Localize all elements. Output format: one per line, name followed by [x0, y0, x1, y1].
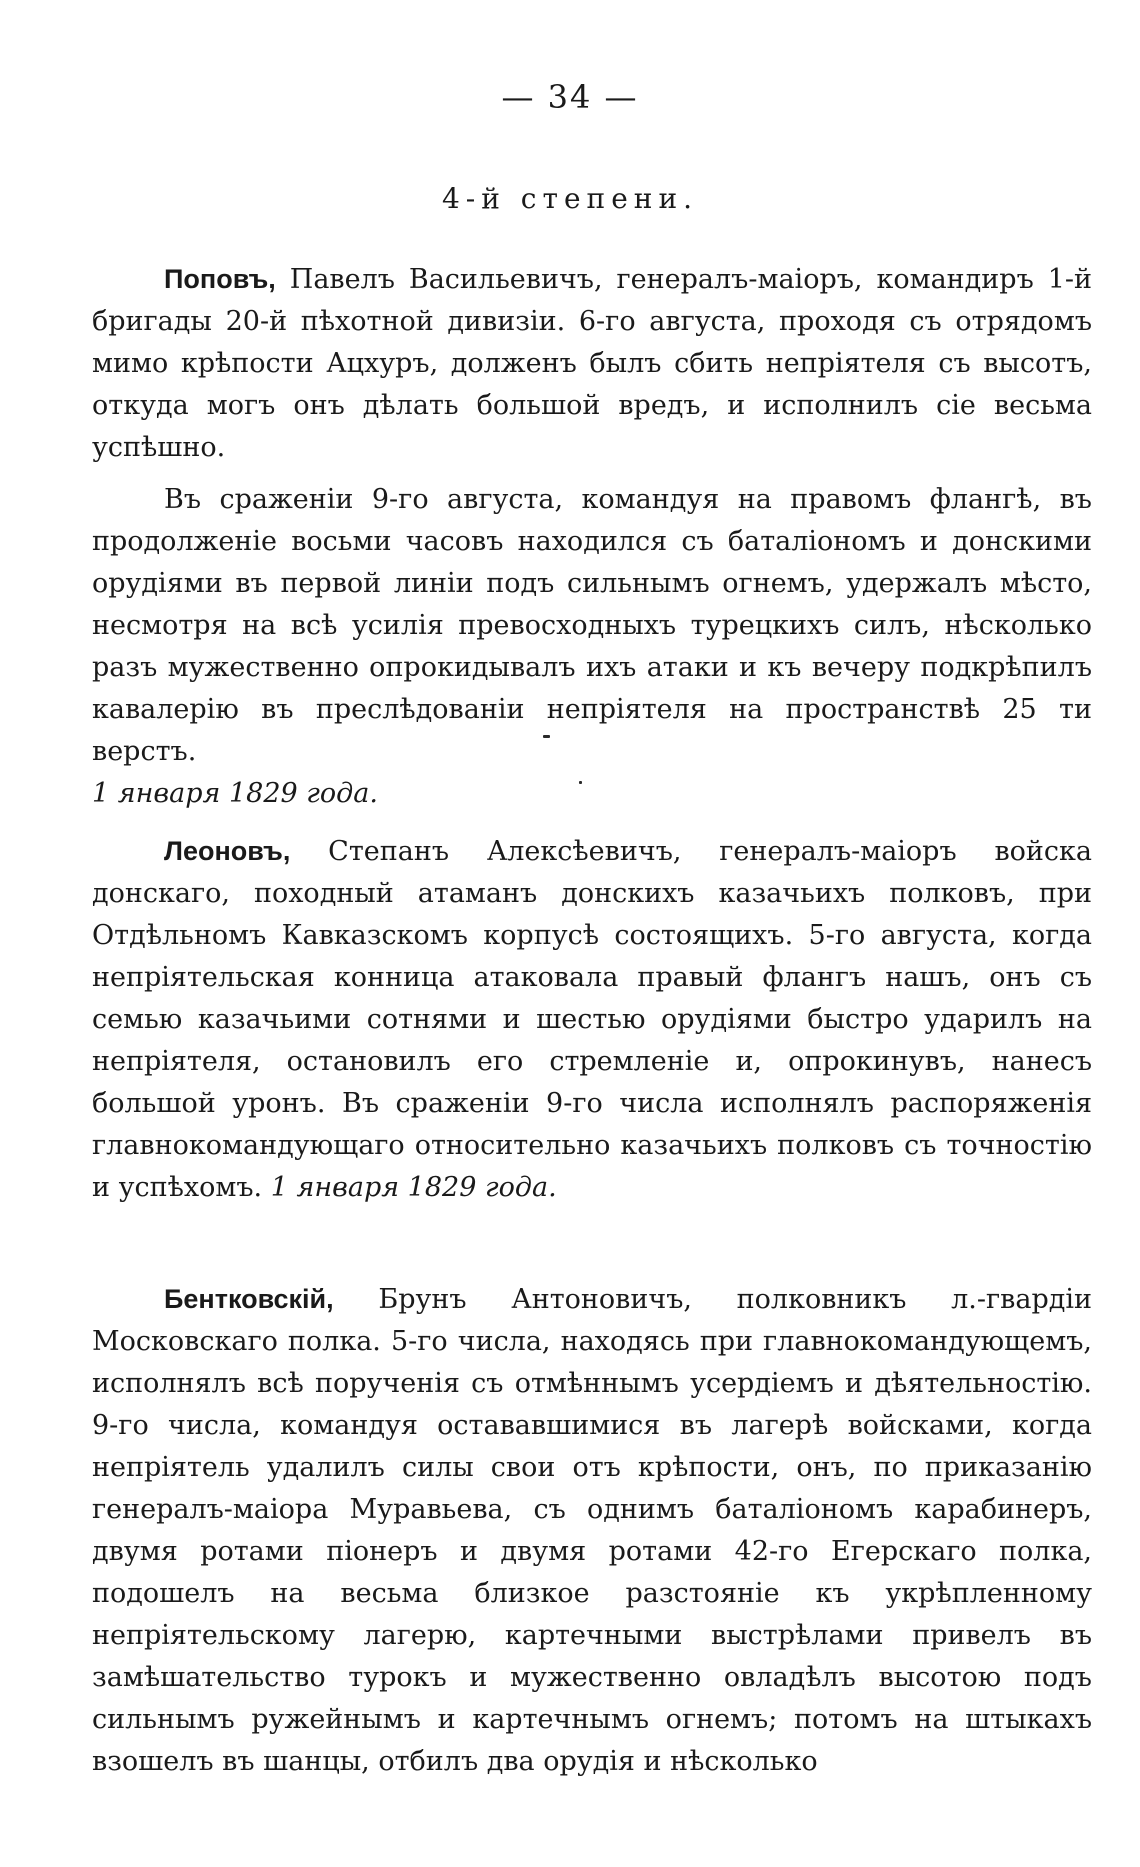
entry-date: 1 января 1829 года. — [92, 778, 378, 809]
entry-paragraph — [92, 830, 1092, 1209]
entry-text: Павелъ Васильевичъ, генералъ-маіоръ, командиръ 1-й бригады 20-й пѣхотной дивизіи. 6-го августа, проходя съ отрядомъ мимо крѣпости Ацхуръ, долженъ былъ сбить непріятеля съ высотъ, откуда могъ онъ дѣлать большой вредъ, и исполнилъ сіе весьма успѣшно. — [92, 264, 1092, 463]
section-heading: 4-й степени. — [441, 182, 699, 215]
entry-popov — [92, 258, 1092, 815]
entry-text: Въ сраженіи 9-го августа, командуя на правомъ флангѣ, въ продолженіе восьми часовъ находился съ баталіономъ и донскими орудіями въ первой линіи подъ сильнымъ огнемъ, удержалъ мѣсто, несмотря на всѣ усилія превосходныхъ турецкихъ силъ, нѣсколько разъ мужественно опрокидывалъ ихъ атаки и къ вечеру подкрѣпилъ кавалерію въ преслѣдованіи непріятеля на пространствѣ 25 ти верстъ. — [92, 484, 1092, 767]
entry-text: Степанъ Алексѣевичъ, генералъ-маіоръ войска донскаго, походный атаманъ донскихъ казачьихъ полковъ, при Отдѣльномъ Кавказскомъ корпусѣ состоящихъ. 5-го августа, когда непріятельская конница атаковала правый флангъ нашъ, онъ съ семью казачьими сотнями и шестью орудіями быстро ударилъ на непріятеля, остановилъ его стремленіе и, опрокинувъ, нанесъ большой уронъ. Въ сраженіи 9-го числа исполнялъ распоряженія главнокомандующаго относительно казачьихъ полковъ съ точностію и успѣхомъ. — [92, 836, 1092, 1203]
entry-surname: Бентковскій, — [164, 1284, 334, 1314]
entry-leonov — [92, 830, 1092, 1209]
entry-surname: Поповъ, — [164, 264, 276, 294]
entry-surname: Леоновъ, — [164, 836, 291, 866]
entry-paragraph — [92, 258, 1092, 469]
stray-mark — [579, 781, 582, 784]
entry-paragraph — [92, 1278, 1092, 1783]
stray-mark — [543, 735, 550, 738]
entry-paragraph — [92, 479, 1092, 773]
entry-text: Брунъ Антоновичъ, полковникъ л.-гвардіи Московскаго полка. 5-го числа, находясь при главнокомандующемъ, исполнялъ всѣ порученія съ отмѣннымъ усердіемъ и дѣятельностію. 9-го числа, командуя остававшимися въ лагерѣ войсками, когда непріятель удалилъ силы свои отъ крѣпости, онъ, по приказанію генералъ-маіора Муравьева, съ однимъ баталіономъ карабинеръ, двумя ротами піонеръ и двумя ротами 42-го Егерскаго полка, подошелъ на весьма близкое разстояніе къ укрѣпленному непріятельскому лагерю, картечными выстрѣлами привелъ въ замѣшательство турокъ и мужественно овладѣлъ высотою подъ сильнымъ ружейнымъ и картечнымъ огнемъ; потомъ на штыкахъ взошелъ въ шанцы, отбилъ два орудія и нѣсколько — [92, 1284, 1092, 1777]
page-number: — 34 — — [501, 78, 639, 116]
entry-bentkovsky — [92, 1278, 1092, 1783]
entry-date: 1 января 1829 года. — [270, 1172, 557, 1203]
